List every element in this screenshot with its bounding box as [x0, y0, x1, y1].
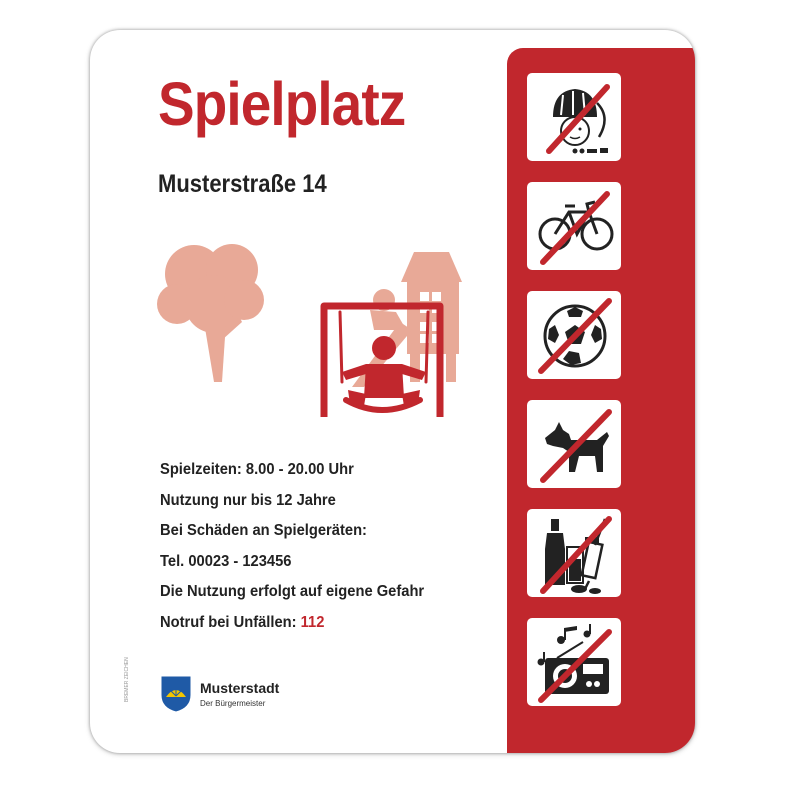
side-code: BREMER ZEICHEN — [124, 657, 130, 702]
no-bicycle-icon — [527, 182, 621, 270]
info-age-limit: Nutzung nur bis 12 Jahre — [160, 491, 336, 509]
tree-icon — [157, 244, 264, 382]
no-loud-music-icon — [527, 618, 621, 706]
no-dogs-icon — [527, 400, 621, 488]
sign-address: Musterstraße 14 — [158, 170, 327, 198]
no-bike-helmet-icon — [527, 73, 621, 161]
coat-of-arms-icon — [160, 675, 192, 713]
playground-sign — [90, 30, 695, 753]
prohibition-sidebar — [507, 48, 695, 753]
emergency-number: 112 — [300, 613, 325, 631]
no-ball-games-icon — [527, 291, 621, 379]
info-emergency: Notruf bei Unfällen: 112 — [160, 613, 325, 631]
info-liability: Die Nutzung erfolgt auf eigene Gefahr — [160, 583, 425, 601]
info-phone: Tel. 00023 - 123456 — [160, 552, 292, 570]
sign-title: Spielplatz — [158, 70, 406, 138]
info-damage-report: Bei Schäden an Spielgeräten: — [160, 522, 367, 540]
info-opening-hours: Spielzeiten: 8.00 - 20.00 Uhr — [160, 461, 354, 478]
no-alcohol-drugs-icon — [527, 509, 621, 597]
town-name: Musterstadt — [200, 680, 280, 696]
town-subtitle: Der Bürgermeister — [200, 699, 266, 708]
info-list — [160, 455, 447, 639]
playground-illustration — [152, 222, 482, 417]
